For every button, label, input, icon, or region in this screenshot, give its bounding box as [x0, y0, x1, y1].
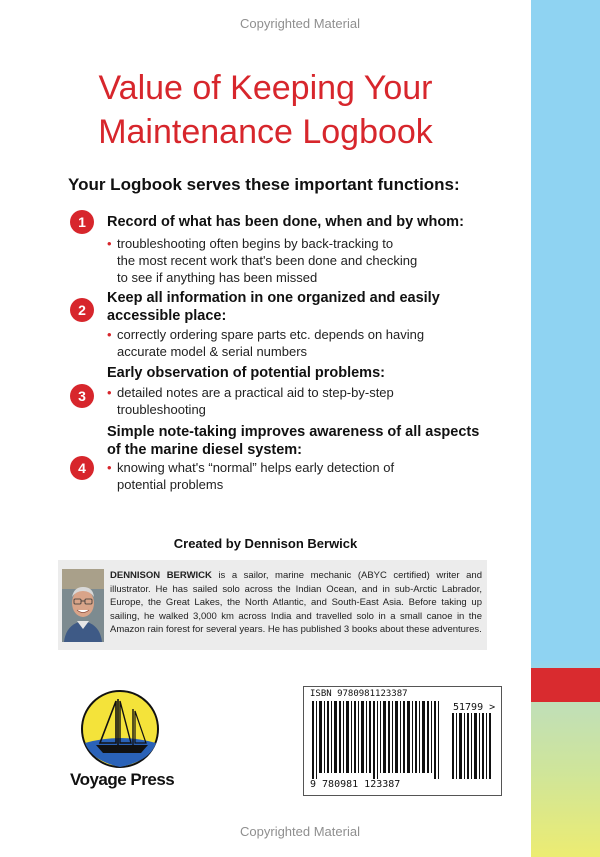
function-heading-line: Early observation of potential problems: — [107, 365, 385, 381]
function-heading-3 — [107, 364, 507, 382]
bullet-line: the most recent work that's been done and checking — [117, 253, 418, 268]
function-heading-line: Record of what has been done, when and by whom: — [107, 214, 464, 230]
function-bullet-2 — [107, 326, 517, 360]
voyage-press-sailboat-logo-icon — [78, 687, 164, 773]
title-line-2: Maintenance Logbook — [98, 113, 433, 151]
bullet-line: to see if anything has been missed — [117, 270, 318, 285]
bullet-dot: • — [107, 460, 112, 475]
bullet-dot: • — [107, 327, 112, 342]
function-heading-line: accessible place: — [107, 308, 227, 324]
author-bio-text — [110, 569, 482, 637]
number-badge-3: 3 — [70, 384, 94, 408]
barcode-digits: 9 780981 123387 — [310, 779, 401, 790]
bullet-line: potential problems — [117, 477, 224, 492]
function-bullet-1 — [107, 235, 517, 286]
bullet-line: troubleshooting often begins by back-tracking to — [117, 236, 394, 251]
author-name: DENNISON BERWICK — [110, 570, 212, 581]
function-bullet-3 — [107, 384, 517, 418]
bullet-dot: • — [107, 385, 112, 400]
number-badge-4: 4 — [70, 456, 94, 480]
function-heading-2 — [107, 289, 507, 325]
function-heading-4 — [107, 423, 507, 459]
barcode-addon-number: 51799 > — [453, 702, 496, 713]
function-heading-line: Simple note-taking improves awareness of all aspects — [107, 424, 480, 440]
number-badge-1: 1 — [70, 210, 94, 234]
bullet-dot: • — [107, 236, 112, 251]
bullet-line: knowing what's “normal” helps early detection of — [117, 460, 395, 475]
author-photo — [62, 569, 104, 642]
author-bio-box — [58, 560, 487, 650]
spine-gradient — [531, 0, 600, 857]
functions-subtitle: Your Logbook serves these important functions: — [68, 175, 460, 194]
created-by: Created by Dennison Berwick — [173, 536, 358, 551]
bullet-line: troubleshooting — [117, 402, 206, 417]
title-line-1: Value of Keeping Your — [98, 69, 433, 107]
author-bio-body: is a sailor, marine mechanic (ABYC certified) writer and illustrator. He has sailed solo across the Indian Ocean, and in sub-Arctic Labrador, Europe, the Great Lakes, the North Atlantic, and South-East Asia. Before taking up sailing, he walked 3,000 km across India and travelled solo in a small canoe in the Amazon rain forest for several years. He has published 3 books about these adventures. — [110, 570, 482, 635]
function-heading-line: of the marine diesel system: — [107, 442, 303, 458]
bullet-line: correctly ordering spare parts etc. depends on having — [117, 327, 425, 342]
bullet-line: detailed notes are a practical aid to step-by-step — [117, 385, 394, 400]
watermark-bottom: Copyrighted Material — [240, 824, 360, 839]
publisher-name: Voyage Press — [70, 770, 175, 789]
author-portrait-icon — [62, 569, 104, 642]
function-bullet-4 — [107, 459, 517, 493]
page-title — [0, 66, 531, 154]
function-heading-1 — [107, 213, 507, 231]
number-badge-2: 2 — [70, 298, 94, 322]
function-heading-line: Keep all information in one organized and easily — [107, 290, 440, 306]
isbn-label: ISBN 9780981123387 — [310, 689, 408, 699]
isbn-barcode — [303, 686, 502, 796]
watermark-top: Copyrighted Material — [240, 16, 360, 31]
barcode-bars-icon — [310, 701, 494, 779]
spine-red-band — [531, 668, 600, 702]
bullet-line: accurate model & serial numbers — [117, 344, 308, 359]
